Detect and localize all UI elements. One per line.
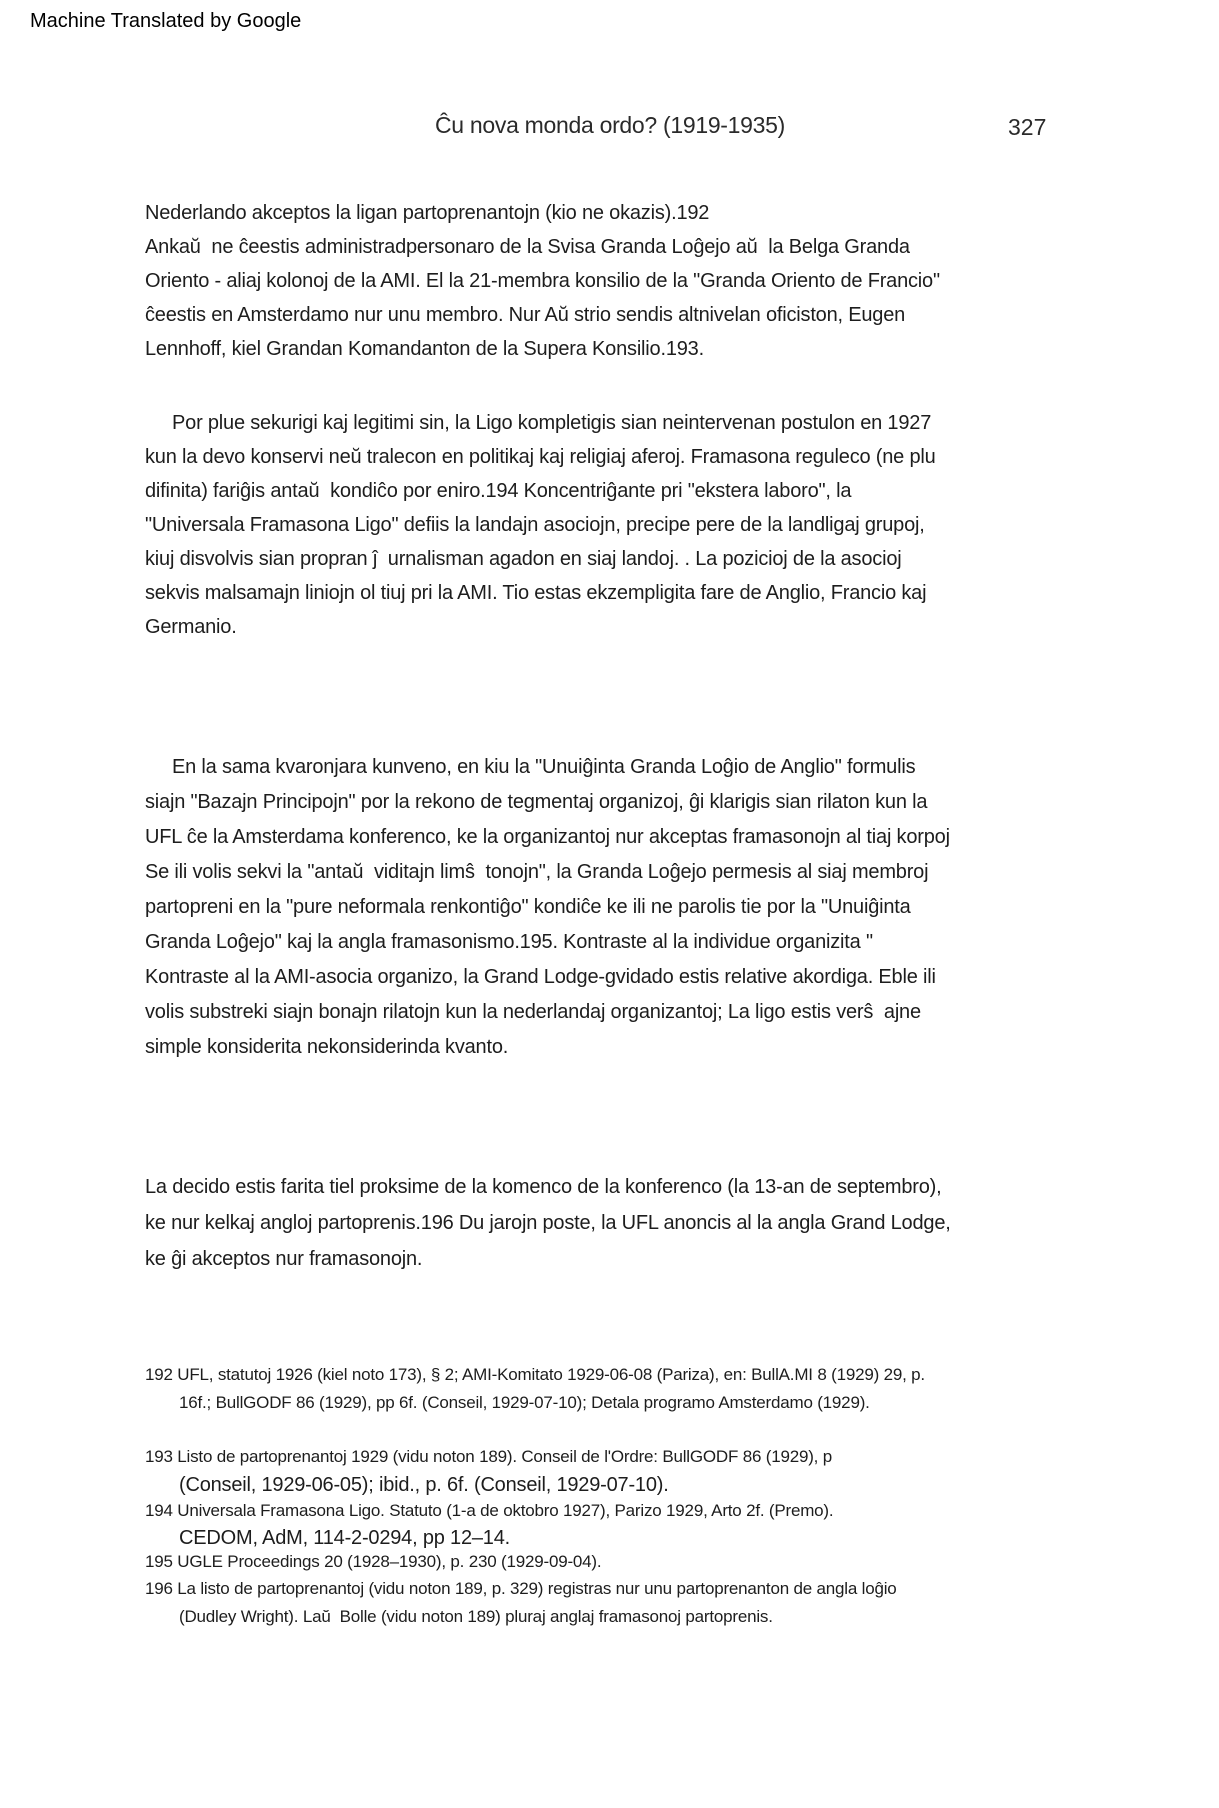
page-number: 327 [1008,114,1047,140]
text-line: kiuj disvolvis sian propran ĵ urnalisman agadon en siaj landoj. . La pozicioj de la asocioj [145,548,902,570]
footnote-192 [145,1361,1105,1417]
paragraph-1 [145,196,1105,366]
text-line: Germanio. [145,616,237,638]
text-line: partopreni en la "pure neformala renkontiĝo" kondiĉe ke ili ne parolis tie por la "Unuiĝinta [145,896,911,918]
text-line: ke ĝi akceptos nur framasonojn. [145,1248,423,1270]
footnote-line: 196 La listo de partoprenantoj (vidu noton 189, p. 329) registras nur unu partoprenanton de angla loĝio [145,1579,897,1598]
footnote-line: 194 Universala Framasona Ligo. Statuto (1-a de oktobro 1927), Parizo 1929, Arto 2f. (Premo). [145,1501,834,1520]
footnote-line: 16f.; BullGODF 86 (1929), pp 6f. (Conseil, 1929-07-10); Detala programo Amsterdamo (1929). [179,1393,870,1412]
text-line: difinita) fariĝis antaŭ kondiĉo por eniro.194 Koncentriĝante pri "ekstera laboro", la [145,480,852,502]
text-line: Ankaŭ ne ĉeestis administradpersonaro de la Svisa Granda Loĝejo aŭ la Belga Granda [145,236,910,258]
footnote-line: 195 UGLE Proceedings 20 (1928–1930), p. 230 (1929-09-04). [145,1552,602,1571]
text-line: ke nur kelkaj angloj partoprenis.196 Du jarojn poste, la UFL anoncis al la angla Grand Lodge, [145,1212,951,1234]
text-line: ĉeestis en Amsterdamo nur unu membro. Nur Aŭ strio sendis altnivelan oficiston, Eugen [145,304,906,326]
text-line: Kontraste al la AMI-asocia organizo, la Grand Lodge-gvidado estis relative akordiga. Eble ili [145,966,936,988]
machine-translated-banner: Machine Translated by Google [30,10,302,32]
paragraph-4 [145,1169,1105,1277]
text-line: Nederlando akceptos la ligan partoprenantojn (kio ne okazis).192 [145,202,710,224]
footnote-line: 192 UFL, statutoj 1926 (kiel noto 173), § 2; AMI-Komitato 1929-06-08 (Pariza), en: BullA.MI 8 (1929) 29, p. [145,1365,925,1384]
text-line: simple konsiderita nekonsiderinda kvanto. [145,1036,509,1058]
text-line: kun la devo konservi neŭ tralecon en politikaj kaj religiaj aferoj. Framasona reguleco (ne plu [145,446,936,468]
text-line: Lennhoff, kiel Grandan Komandanton de la Supera Konsilio.193. [145,338,704,360]
text-line: sekvis malsamajn liniojn ol tiuj pri la AMI. Tio estas ekzempligita fare de Anglio, Francio kaj [145,582,927,604]
text-line: Oriento - aliaj kolonoj de la AMI. El la 21-membra konsilio de la "Granda Oriento de Francio" [145,270,940,292]
footnote-195 [145,1548,1105,1576]
text-line: En la sama kvaronjara kunveno, en kiu la "Unuiĝinta Granda Loĝio de Anglio" formulis [172,756,916,778]
chapter-title: Ĉu nova monda ordo? (1919-1935) [435,112,785,138]
text-line: Por plue sekurigi kaj legitimi sin, la Ligo kompletigis sian neintervenan postulon en 1927 [172,412,932,434]
footnote-line: (Dudley Wright). Laŭ Bolle (vidu noton 189) pluraj anglaj framasonoj partoprenis. [179,1607,773,1626]
text-line: Granda Loĝejo" kaj la angla framasonismo.195. Kontraste al la individue organizita " [145,931,873,953]
footnote-196 [145,1575,1105,1631]
text-line: "Universala Framasona Ligo" defiis la landajn asociojn, precipe pere de la landligaj grupoj, [145,514,925,536]
paragraph-2 [145,406,1105,644]
footnote-line: 193 Listo de partoprenantoj 1929 (vidu noton 189). Conseil de l'Ordre: BullGODF 86 (1929), p [145,1447,832,1466]
paragraph-3 [145,750,1105,1065]
text-line: La decido estis farita tiel proksime de la komenco de la konferenco (la 13-an de septembro), [145,1176,942,1198]
text-line: Se ili volis sekvi la "antaŭ viditajn limŝ tonojn", la Granda Loĝejo permesis al siaj membroj [145,861,929,883]
footnote-194 [145,1498,1105,1552]
text-line: siajn "Bazajn Principojn" por la rekono de tegmentaj organizoj, ĝi klarigis sian rilaton kun la [145,791,928,813]
footnote-line: (Conseil, 1929-06-05); ibid., p. 6f. (Conseil, 1929-07-10). [179,1474,669,1496]
footnote-line: CEDOM, AdM, 114-2-0294, pp 12–14. [179,1527,510,1549]
footnote-193 [145,1443,1105,1499]
text-line: volis substreki siajn bonajn rilatojn kun la nederlandaj organizantoj; La ligo estis verŝ ajne [145,1001,921,1023]
text-line: UFL ĉe la Amsterdama konferenco, ke la organizantoj nur akceptas framasonojn al tiaj korpoj [145,826,950,848]
